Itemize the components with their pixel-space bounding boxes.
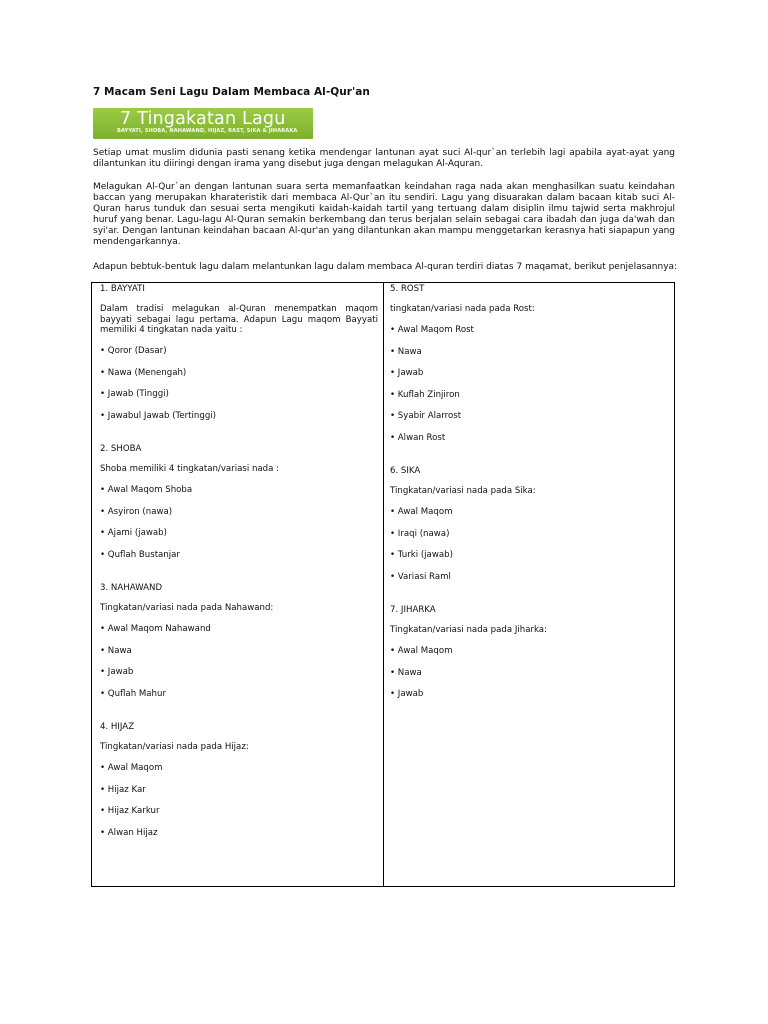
list-item: • Jawab [390, 368, 424, 378]
list-item: • Qoror (Dasar) [100, 346, 167, 356]
banner-title: 7 Tingakatan Lagu [120, 109, 286, 129]
list-item: • Hijaz Karkur [100, 806, 160, 816]
list-item: • Nawa [100, 645, 132, 656]
section-heading: 5. ROST [390, 284, 425, 294]
list-item: • Asyiron (nawa) [100, 506, 173, 517]
list-item: • Alwan Rost [390, 432, 446, 443]
document-title: 7 Macam Seni Lagu Dalam Membaca Al-Qur'an [93, 86, 370, 98]
spacer [100, 710, 378, 722]
list-item: • Syabir Alarrost [390, 411, 462, 421]
list-item: • Awal Maqom [390, 646, 453, 656]
table-column-divider [383, 282, 384, 887]
section-heading: 6. SIKA [390, 466, 421, 476]
list-item: • Jawabul Jawab (Tertinggi) [100, 410, 217, 421]
section-heading: 7. JIHARKA [390, 605, 436, 615]
section-heading: 4. HIJAZ [100, 722, 135, 732]
list-item: • Quflah Mahur [100, 688, 166, 699]
table-left-column [100, 284, 378, 849]
table-right-column [390, 284, 670, 711]
section-heading: 1. BAYYATI [100, 284, 145, 294]
section-heading: 2. SHOBA [100, 444, 142, 454]
banner-subtitle: BAYYATI, SHOBA, NAHAWAND, HIJAZ, RAST, SIKA & JIHARAKA [117, 128, 298, 134]
list-item: • Quflah Bustanjar [100, 549, 180, 560]
list-item: • Hijaz Kar [100, 784, 146, 795]
list-item: • Kuflah Zinjiron [390, 389, 460, 400]
section-description: Tingkatan/variasi nada pada Jiharka: [390, 625, 547, 635]
list-item: • Awal Maqom Nahawand [100, 624, 211, 634]
section-description: Shoba memiliki 4 tingkatan/variasi nada : [100, 464, 280, 474]
intro-paragraph: Setiap umat muslim didunia pasti senang ketika mendengar lantunan ayat suci Al-qur`an terlebih lagi apabila ayat-ayat yang dilantunkan itu diiringi dengan irama yang disebut juga dengan melagukan Al-Aquran. [93, 148, 675, 169]
list-item: • Awal Maqom [390, 507, 453, 517]
list-item: • Awal Maqom Rost [390, 325, 474, 335]
section-description: Dalam tradisi melagukan al-Quran menempatkan maqom bayyati sebagai lagu pertama. Adapun Lagu maqom Bayyati memiliki 4 tingkatan nada yaitu : [100, 304, 378, 335]
list-item: • Awal Maqom [100, 763, 163, 773]
list-item: • Jawab [390, 689, 424, 699]
spacer [390, 593, 670, 605]
list-item: • Jawab [100, 667, 134, 677]
banner-image [93, 108, 313, 139]
list-item: • Nawa (Menengah) [100, 367, 187, 378]
list-item: • Variasi Raml [390, 571, 451, 582]
section-heading: 3. NAHAWAND [100, 583, 163, 593]
list-item: • Iraqi (nawa) [390, 528, 450, 539]
list-item: • Awal Maqom Shoba [100, 485, 193, 495]
list-item: • Jawab (Tinggi) [100, 389, 169, 399]
list-item: • Alwan Hijaz [100, 827, 158, 838]
spacer [100, 571, 378, 583]
spacer [100, 432, 378, 444]
section-description: Tingkatan/variasi nada pada Nahawand: [100, 603, 274, 613]
list-item: • Ajami (jawab) [100, 528, 167, 538]
section-description: Tingkatan/variasi nada pada Sika: [390, 486, 536, 496]
table-intro-paragraph: Adapun bebtuk-bentuk lagu dalam melantunkan lagu dalam membaca Al-quran terdiri diatas 7 maqamat, berikut penjelasannya: [93, 262, 678, 272]
list-item: • Turki (jawab) [390, 550, 453, 560]
spacer [390, 454, 670, 466]
list-item: • Nawa [390, 346, 422, 357]
section-description: tingkatan/variasi nada pada Rost: [390, 304, 535, 314]
list-item: • Nawa [390, 667, 422, 678]
body-paragraph: Melagukan Al-Qur`an dengan lantunan suara serta memanfaatkan keindahan raga nada akan menghasilkan suatu keindahan baccan yang merupakan kharateristik dari membaca Al-Qur`an itu sendiri. Lagu yang disuarakan dalam bacaan kitab suci Al-Quran harus tunduk dan sesuai serta mengikuti kaidah-kaidah tartil yang tertuang dalam disiplin ilmu tajwid serta makhrojul huruf yang benar. Lagu-lagu Al-Quran semakin berkembang dan terus berjalan selain sebagai cara ibadah dan juga da'wah dan syi'ar. Dengan lantunan keindahan bacaan Al-qur'an yang dilantunkan akan mampu menggetarkan kerasnya hati siapapun yang mendengarkannya. [93, 182, 675, 247]
section-description: Tingkatan/variasi nada pada Hijaz: [100, 742, 249, 752]
